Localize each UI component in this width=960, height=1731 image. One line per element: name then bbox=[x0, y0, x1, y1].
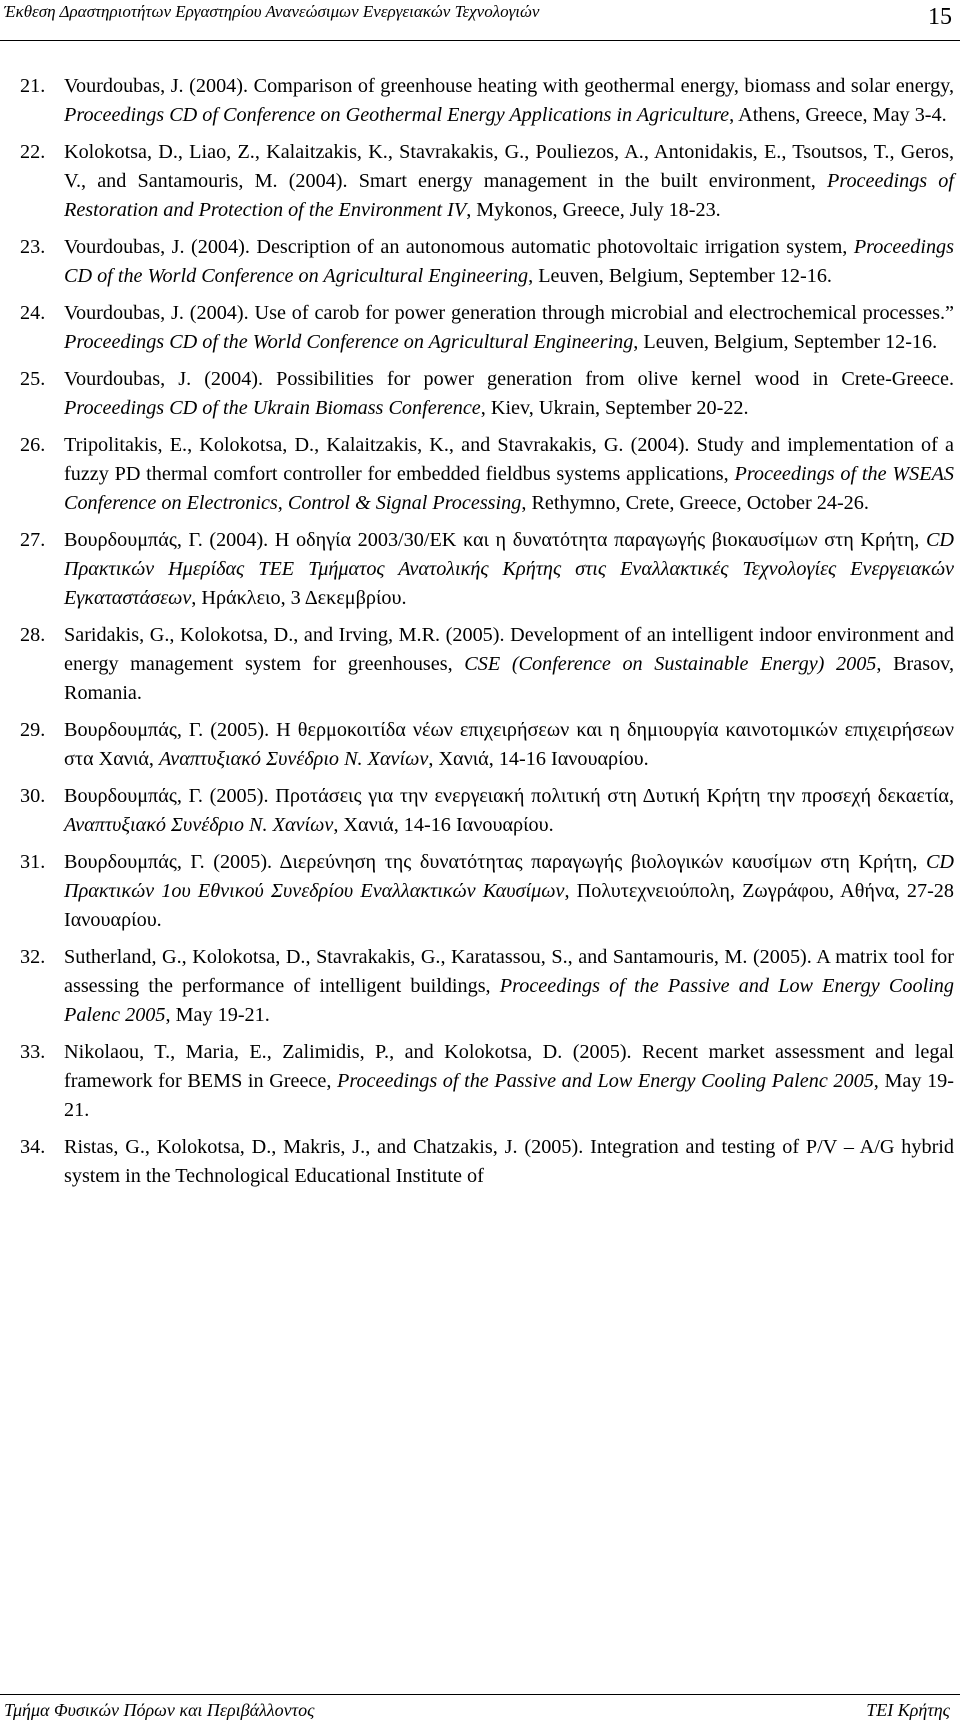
reference-text: Βουρδουμπάς, Γ. (2005). Η θερμοκοιτίδα νέων επιχειρήσεων και η δημιουργία καινοτομικών επιχειρήσεων στα Χανιά, bbox=[64, 719, 954, 770]
reference-details: , Leuven, Belgium, September 12-16. bbox=[633, 331, 938, 353]
reference-details: , Rethymno, Crete, Greece, October 24-26. bbox=[521, 492, 869, 514]
reference-venue: Proceedings CD of the Ukrain Biomass Conference bbox=[64, 397, 481, 419]
reference-text: Βουρδουμπάς, Γ. (2005). Διερεύνηση της δυνατότητας παραγωγής βιολογικών καυσίμων στη Κρήτη, bbox=[64, 851, 926, 873]
reference-text: Vourdoubas, J. (2004). Use of carob for power generation through microbial and electrochemical processes.” bbox=[64, 302, 954, 324]
reference-text: Βουρδουμπάς, Γ. (2005). Προτάσεις για την ενεργειακή πολιτική στη Δυτική Κρήτη την προσεχή δεκαετία, bbox=[64, 785, 954, 807]
reference-text: Βουρδουμπάς, Γ. (2004). Η οδηγία 2003/30/ΕΚ και η δυνατότητα παραγωγής βιοκαυσίμων στη Κρήτη, bbox=[64, 529, 926, 551]
reference-item-28 bbox=[20, 621, 954, 708]
reference-venue: CD Πρακτικών Ημερίδας ΤΕΕ Τμήματος Ανατολικής Κρήτης στις Εναλλακτικές Τεχνολογίες Ενεργειακών Εγκαταστάσεων bbox=[64, 529, 954, 609]
reference-number: 23. bbox=[20, 236, 46, 258]
reference-venue: Proceedings of the Passive and Low Energy Cooling Palenc 2005 bbox=[64, 975, 954, 1026]
reference-venue: Αναπτυξιακό Συνέδριο Ν. Χανίων bbox=[64, 814, 334, 836]
reference-details: , Πολυτεχνειούπολη, Ζωγράφου, Αθήνα, 27-28 Ιανουαρίου. bbox=[64, 880, 954, 931]
reference-text: Vourdoubas, J. (2004). Possibilities for power generation from olive kernel wood in Crete-Greece. bbox=[64, 368, 954, 390]
reference-item-34 bbox=[20, 1133, 954, 1191]
reference-number: 22. bbox=[20, 141, 46, 163]
reference-venue: CD Πρακτικών 1ου Εθνικού Συνεδρίου Εναλλακτικών Καυσίμων bbox=[64, 851, 954, 902]
header-divider bbox=[0, 40, 960, 41]
reference-number: 33. bbox=[20, 1041, 46, 1063]
reference-text: Tripolitakis, E., Kolokotsa, D., Kalaitzakis, K., and Stavrakakis, G. (2004). Study and implementation of a fuzzy PD thermal comfort controller for embedded fieldbus systems applications, bbox=[64, 434, 954, 485]
reference-number: 24. bbox=[20, 302, 46, 324]
reference-details: , Kiev, Ukrain, September 20-22. bbox=[480, 397, 749, 419]
reference-item-32 bbox=[20, 943, 954, 1030]
reference-text: Sutherland, G., Kolokotsa, D., Stavrakakis, G., Karatassou, S., and Santamouris, M. (2005). A matrix tool for assessing the performance of intelligent buildings, bbox=[64, 946, 954, 997]
reference-details: , Χανιά, 14-16 Ιανουαρίου. bbox=[333, 814, 554, 836]
reference-item-22 bbox=[20, 138, 954, 225]
reference-item-33 bbox=[20, 1038, 954, 1125]
reference-item-30 bbox=[20, 782, 954, 840]
reference-number: 29. bbox=[20, 719, 46, 741]
reference-item-23 bbox=[20, 233, 954, 291]
reference-number: 27. bbox=[20, 529, 46, 551]
header-title: Έκθεση Δραστηριοτήτων Εργαστηρίου Ανανεώσιμων Ενεργειακών Τεχνολογιών bbox=[4, 2, 540, 21]
reference-item-27 bbox=[20, 526, 954, 613]
reference-number: 25. bbox=[20, 368, 46, 390]
reference-venue: Proceedings CD of the World Conference on Agricultural Engineering bbox=[64, 331, 634, 353]
footer-department: Τμήμα Φυσικών Πόρων και Περιβάλλοντος bbox=[4, 1700, 315, 1720]
reference-details: , Brasov, Romania. bbox=[64, 653, 954, 704]
reference-venue: Proceedings of the WSEAS Conference on Electronics, Control & Signal Processing bbox=[64, 463, 954, 514]
reference-details: , Mykonos, Greece, July 18-23. bbox=[466, 199, 721, 221]
reference-number: 34. bbox=[20, 1136, 46, 1158]
reference-text: Ristas, G., Kolokotsa, D., Makris, J., and Chatzakis, J. (2005). Integration and testing of P/V – A/G hybrid system in the Technological Educational Institute of bbox=[64, 1136, 954, 1187]
footer-institution: ΤΕΙ Κρήτης bbox=[866, 1700, 950, 1720]
reference-number: 28. bbox=[20, 624, 46, 646]
reference-text: Kolokotsa, D., Liao, Z., Kalaitzakis, K., Stavrakakis, G., Pouliezos, A., Antonidakis, E., Tsoutsos, T., Geros, V., and Santamouris, M. (2004). Smart energy management in the built environment, bbox=[64, 141, 954, 192]
reference-venue: Proceedings CD of Conference on Geothermal Energy Applications in Agriculture bbox=[64, 104, 730, 126]
reference-details: , Χανιά, 14-16 Ιανουαρίου. bbox=[428, 748, 649, 770]
reference-item-26 bbox=[20, 431, 954, 518]
footer-divider bbox=[0, 1694, 960, 1695]
page-number: 15 bbox=[928, 4, 952, 30]
reference-item-24 bbox=[20, 299, 954, 357]
reference-list bbox=[20, 72, 954, 1199]
reference-details: , May 19-21. bbox=[64, 1070, 954, 1121]
reference-number: 26. bbox=[20, 434, 46, 456]
reference-details: , May 19-21. bbox=[165, 1004, 270, 1026]
reference-number: 31. bbox=[20, 851, 46, 873]
reference-details: , Ηράκλειο, 3 Δεκεμβρίου. bbox=[191, 587, 407, 609]
reference-item-29 bbox=[20, 716, 954, 774]
page-header bbox=[0, 0, 960, 44]
reference-venue: Proceedings of Restoration and Protection of the Environment IV bbox=[64, 170, 954, 221]
reference-item-31 bbox=[20, 848, 954, 935]
reference-details: , Athens, Greece, May 3-4. bbox=[729, 104, 947, 126]
reference-number: 32. bbox=[20, 946, 46, 968]
reference-number: 30. bbox=[20, 785, 46, 807]
reference-text: Vourdoubas, J. (2004). Description of an autonomous automatic photovoltaic irrigation system, bbox=[64, 236, 854, 258]
reference-item-21 bbox=[20, 72, 954, 130]
reference-text: Vourdoubas, J. (2004). Comparison of greenhouse heating with geothermal energy, biomass and solar energy, bbox=[64, 75, 954, 97]
reference-details: , Leuven, Belgium, September 12-16. bbox=[528, 265, 832, 287]
reference-venue: Αναπτυξιακό Συνέδριο Ν. Χανίων bbox=[159, 748, 429, 770]
reference-text: Saridakis, G., Kolokotsa, D., and Irving, M.R. (2005). Development of an intelligent indoor environment and energy management system for greenhouses, bbox=[64, 624, 954, 675]
reference-text: Nikolaou, T., Maria, E., Zalimidis, P., and Kolokotsa, D. (2005). Recent market assessment and legal framework for BEMS in Greece, bbox=[64, 1041, 954, 1092]
reference-venue: Proceedings CD of the World Conference on Agricultural Engineering bbox=[64, 236, 954, 287]
reference-number: 21. bbox=[20, 75, 46, 97]
reference-venue: Proceedings of the Passive and Low Energy Cooling Palenc 2005 bbox=[337, 1070, 874, 1092]
reference-venue: CSE (Conference on Sustainable Energy) 2005 bbox=[464, 653, 877, 675]
reference-item-25 bbox=[20, 365, 954, 423]
